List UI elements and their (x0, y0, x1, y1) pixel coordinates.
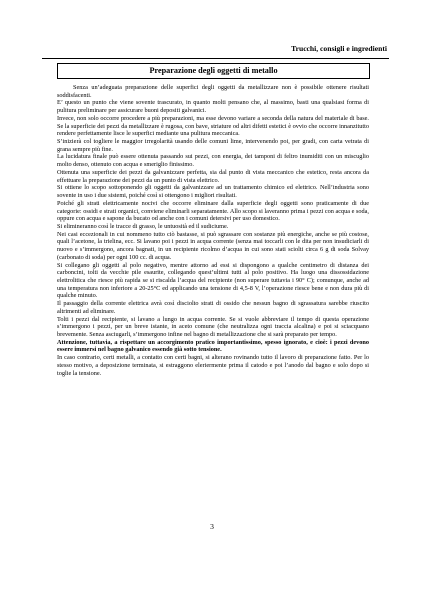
paragraph: Nei casi eccezionali in cui nommeno tutto ciò bastasse, si può sgrassare con sostanze più energiche, anche se più costose, quali l’acetone, la trielina, ecc. Si lavano poi i pezzi in acqua corrente (senza mai toccarli con le dita per non insudiciarli di nuovo e s’immergono, ancora bagnati, in un recipiente ricolmo d’acqua in cui sono stati sciolti circa 6 g di soda Solvay (carbonato di soda) per ogni 100 cc. di acqua. (57, 230, 369, 261)
body-text (57, 84, 369, 377)
paragraph: Tolti i pezzi dal recipiente, si lavano a lungo in acqua corrente. Se si vuole abbreviare il tempo di questa operazione s’immergono i pezzi, per un breve istante, in aceto comune (che neutralizza ogni traccia alcalina) e poi si sciacquano brevemente. Senza asciugarli, s’immergono infine nel bagno di metallizzazione che si sarà preparato per tempo. (57, 315, 369, 338)
paragraph: Poiché gli strati elettricamente nocivi che occorre eliminare dalla superficie degli oggetti sono praticamente di due categorie: ossidi e strati organici, conviene eliminarli separatamente. Allo scopo si laveranno prima i pezzi con acqua e soda, oppure con acqua e sapone da bucato od anche con i comuni detersivi per uso domestico. (57, 199, 369, 223)
paragraph: E’ questo un punto che viene sovente trascurato, in quanto molti pensano che, al massimo, basti una qualsiasi forma di pulitura preliminare per assicurare buoni depositi galvanici. (57, 99, 369, 115)
paragraph-bold-warning: Attenzione, tuttavia, a rispettare un accorgimento pratico importantissimo, spesso ignorato, e cioè: i pezzi devono essere immersi nel bagno galvanico essendo già sotto tensione. (57, 338, 369, 354)
paragraph: Si ottiene lo scopo sottoponendo gli oggetti da galvanizzare ad un trattamento chimico ed elettrico. Nell’industria sono sovente in uso i due sistemi, poiché così si ottengono i migliori risultati. (57, 184, 369, 200)
paragraph: S’inizierà col togliere le maggior irregolarità usando delle comuni lime, intervenendo poi, per gradi, con carta vetrata di grana sempre più fine. (57, 138, 369, 153)
paragraph: Si collegano gli oggetti al polo negativo, mentre attorno ad essi si dispongono a qualche centimetro di distanza dei carboncini, tolti da vecchie pile esaurite, collegando quest’ultimi tutti al polo positivo. Ha luogo una dissossidazione elettrolitica che riesce più rapida se si riscalda l’acqua del recipiente (non superare tuttavia i 90° C); comunque, anche ad una temperatura non inferiore a 20-25°C ed applicando una tensione di 4,5-8 V, l’operazione riesce bene e non dura più di qualche minuto. (57, 261, 369, 300)
paragraph: In caso contrario, certi metalli, a contatto con certi bagni, si alterano rovinando tutto il lavoro di preparazione fatto. Per lo stesso motivo, a deposizione terminata, si estraggono eleriermente prima il catodo e poi l’anodo dal bagno e solo dopo si toglie la tensione. (57, 354, 369, 377)
paragraph: Il passaggio della corrente elettrica avrà così disciolto strati di ossido che nessun bagno di sgrassatura sarebbe riuscito altrimenti ad eliminare. (57, 300, 369, 315)
paragraph: Ottenuta una superficie dei pezzi da galvanizzare perfetta, sia dal punto di vista meccanico che estetico, resta ancora da effettuare la preparazione dei pezzi da un punto di vista elettrico. (57, 168, 369, 184)
section-title: Preparazione degli oggetti di metallo (57, 63, 370, 79)
page-number: 3 (210, 522, 214, 531)
running-header: Trucchi, consigli e ingredienti (291, 44, 387, 53)
header-rule (42, 58, 389, 59)
paragraph: Invece, non solo occorre procedere a più preparazioni, ma esse devono variare a seconda della natura del materiale di base. Se la superficie dei pezzi da metallizzare è rugosa, con bave, striature od altri difetti estetici è ovvio che occorre innanzitutto rendere perfettamente lisce le superfici mediante una pulitura meccanica. (57, 114, 369, 138)
paragraph: Senza un’adeguata preparazione delle superfici degli oggetti da metallizzare non è possibile ottenere risultati soddisfacenti. (57, 84, 369, 99)
paragraph: Si elimineranno così le tracce di grasso, le untuosità ed il sudiciume. (57, 222, 229, 230)
paragraph: La lucidatura finale può essere ottenuta passando sui pezzi, con energia, dei tamponi di feltro inumiditi con un miscuglio molto denso, ottenuto con acqua e smeriglio finissimo. (57, 153, 369, 169)
